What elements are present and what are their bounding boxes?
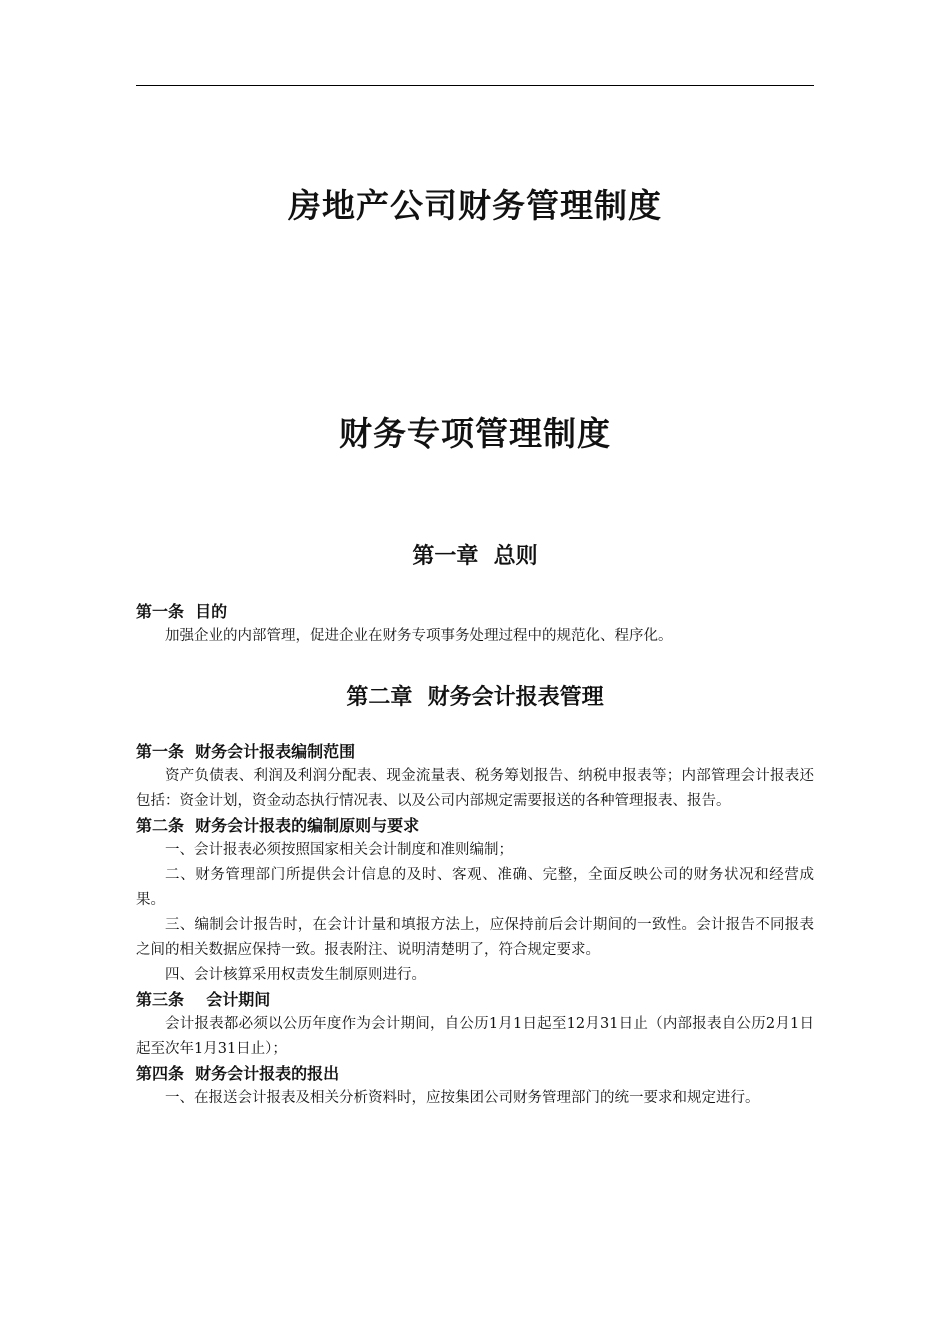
article-heading: 第四条 财务会计报表的报出	[136, 1064, 340, 1083]
article-paragraph: 二、财务管理部门所提供会计信息的及时、客观、准确、完整，全面反映公司的财务状况和经营成果。	[136, 867, 814, 908]
chapter-2-body	[136, 740, 814, 1111]
article-heading: 第一条 财务会计报表编制范围	[136, 742, 356, 761]
article-paragraph: 资产负债表、利润及利润分配表、现金流量表、税务筹划报告、纳税申报表等；内部管理会计报表还包括：资金计划，资金动态执行情况表、以及公司内部规定需要报送的各种管理报表、报告。	[136, 768, 814, 809]
chapter-1-body	[136, 600, 814, 649]
article-paragraph: 一、会计报表必须按照国家相关会计制度和准则编制；	[165, 842, 513, 858]
article-heading: 第一条 目的	[136, 602, 228, 621]
article-paragraph: 加强企业的内部管理，促进企业在财务专项事务处理过程中的规范化、程序化。	[165, 628, 673, 644]
article-paragraph: 三、编制会计报告时，在会计计量和填报方法上，应保持前后会计期间的一致性。会计报告不同报表之间的相关数据应保持一致。报表附注、说明清楚明了，符合规定要求。	[136, 917, 814, 958]
document-title: 房地产公司财务管理制度	[288, 186, 662, 225]
article-paragraph: 一、在报送会计报表及相关分析资料时，应按集团公司财务管理部门的统一要求和规定进行。	[165, 1090, 760, 1106]
chapter-2-heading: 第二章 财务会计报表管理	[346, 685, 604, 710]
article-paragraph: 四、会计核算采用权责发生制原则进行。	[165, 967, 426, 983]
header-rule	[136, 85, 814, 86]
article-paragraph: 会计报表都必须以公历年度作为会计期间，自公历1月1日起至12月31日止（内部报表自公历2月1日起至次年1月31日止）；	[136, 1016, 814, 1057]
chapter-1-heading: 第一章 总则	[412, 544, 538, 569]
document-subtitle: 财务专项管理制度	[339, 414, 611, 453]
article-heading: 第二条 财务会计报表的编制原则与要求	[136, 816, 420, 835]
article-heading: 第三条 会计期间	[136, 990, 271, 1009]
